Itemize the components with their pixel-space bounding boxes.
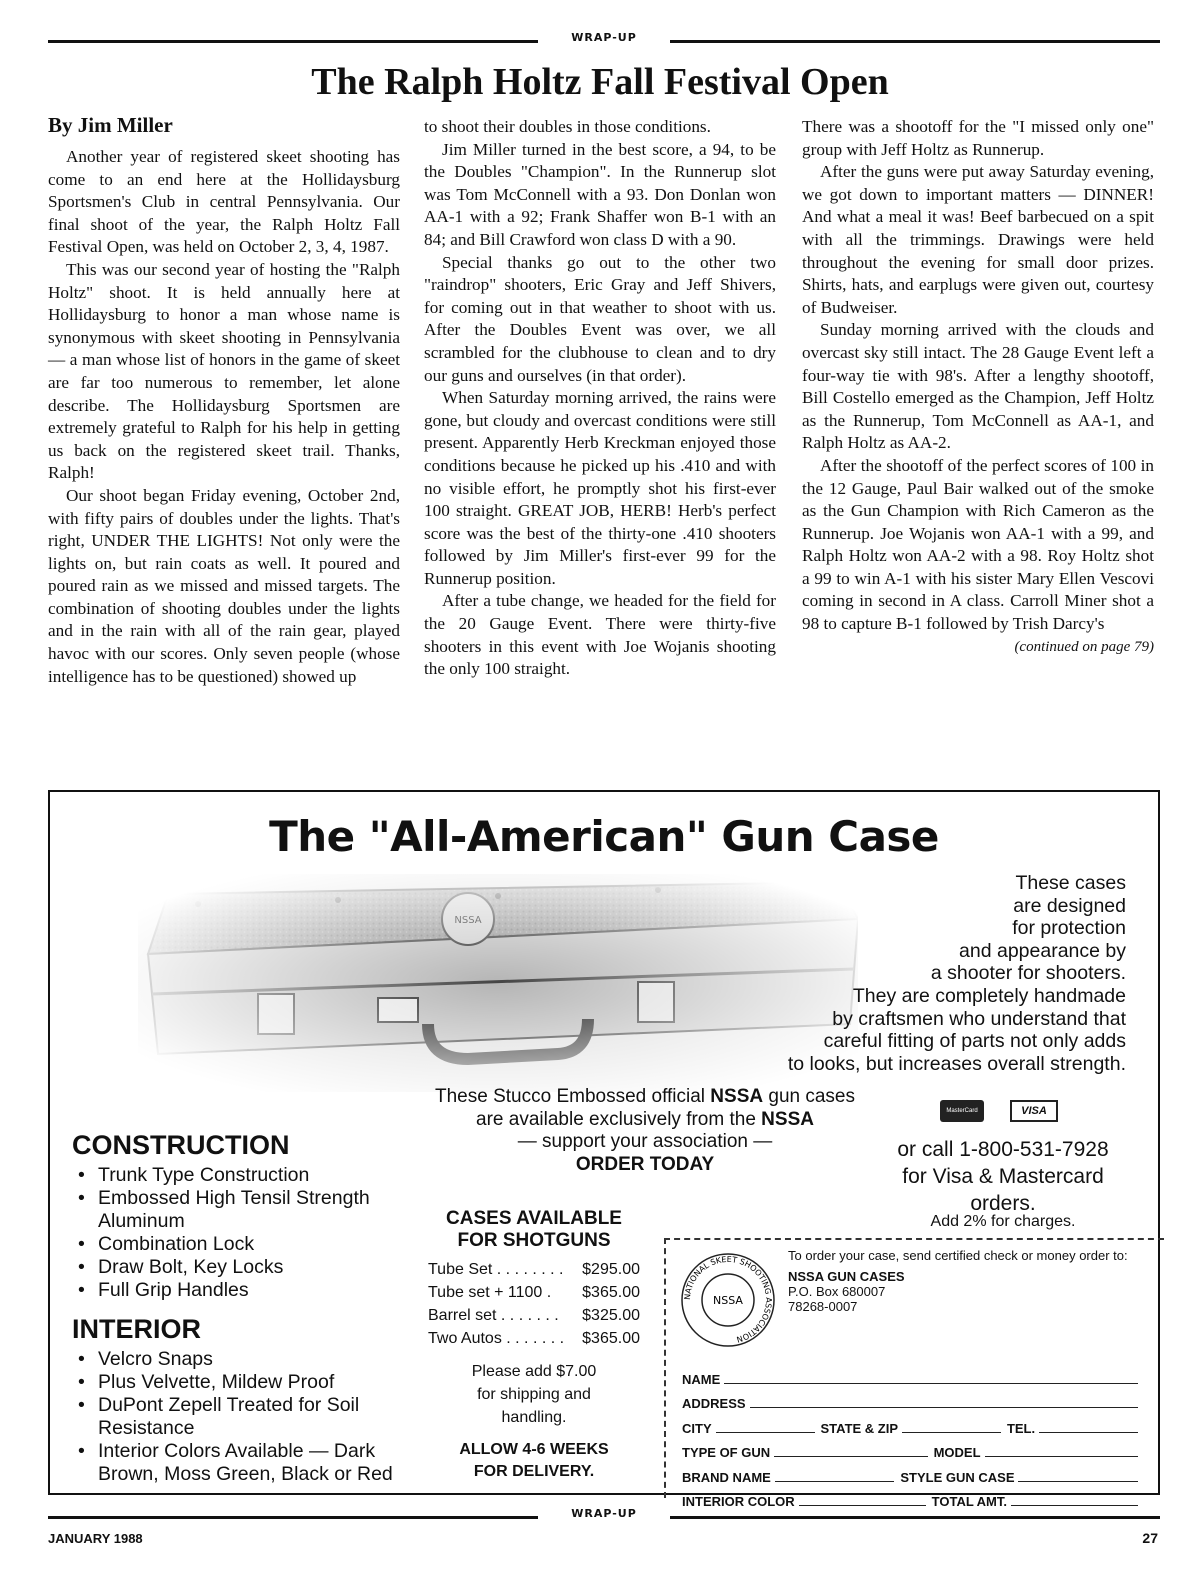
phone-order xyxy=(868,1136,1138,1217)
price-label: Tube Set . . . . . . . . xyxy=(428,1261,564,1278)
price-label: Barrel set . . . . . . . xyxy=(428,1307,559,1324)
order-form xyxy=(664,1238,1164,1509)
mastercard-icon: MasterCard xyxy=(940,1100,984,1122)
field-label: CITY xyxy=(682,1420,712,1436)
rule-line-left xyxy=(48,1516,538,1519)
paragraph: This was our second year of hosting the "Ralph Holtz" shoot. It is held annually here at Hollidaysburg to honor a man whose name is synonymous with skeet shooting in Pennsylvania — a man whose list of honors in the game of skeet are far too numerous to remember, let alone describe. The Hollidaysburg Sportsmen are extremely grateful to Ralph for his help in getting us back on the registered skeet trail. Thanks, Ralph! xyxy=(48,259,400,483)
ad-desc-line: These cases xyxy=(1015,872,1126,894)
header-rule xyxy=(48,31,1160,48)
paragraph: Special thanks go out to the other two "raindrop" shooters, Eric Gray and Jeff Shivers, for coming out in that weather to shoot with us. After the Doubles Event was over, we all scrambled for the clubhouse to clean and to dry our guns and ourselves (in that order). xyxy=(424,252,776,385)
field-label: INTERIOR COLOR xyxy=(682,1494,795,1509)
seal-center-text: NSSA xyxy=(713,1294,743,1307)
state-zip-field[interactable] xyxy=(902,1432,1001,1433)
feature-item: • DuPont Zepell Treated for Soil Resistance xyxy=(72,1394,412,1440)
allow-line: FOR DELIVERY. xyxy=(473,1463,595,1480)
price-label: Tube set + 1100 . xyxy=(428,1284,552,1301)
allow-line: ALLOW 4-6 WEEKS xyxy=(459,1441,609,1458)
price-label: Two Autos . . . . . . . xyxy=(428,1330,565,1347)
paragraph: to shoot their doubles in those conditions. xyxy=(424,117,711,136)
charges-note: Add 2% for charges. xyxy=(930,1213,1076,1230)
paragraph: There was a shootoff for the "I missed only one" group with Jeff Holtz as Runnerup. xyxy=(802,117,1154,159)
feature-item: • Velcro Snaps xyxy=(72,1348,412,1371)
paragraph: When Saturday morning arrived, the rains were gone, but cloudy and overcast conditions were still present. Apparently Herb Kreckman enjoyed those conditions because he picked up his .410 and with no visible effort, he promptly shot his first-ever 100 straight. GREAT JOB, HERB! Herb's perfect score was the best of the thirty-one .410 shooters followed by Jim Miller's first-ever 99 for the Runnerup position. xyxy=(424,388,776,588)
ad-desc-line: by craftsmen who understand that xyxy=(832,1007,1126,1030)
center-text: gun cases xyxy=(768,1086,855,1107)
phone-line: for Visa & Mastercard xyxy=(902,1165,1104,1188)
price-value: $365.00 xyxy=(582,1330,640,1347)
field-label: BRAND NAME xyxy=(682,1469,771,1485)
price-list xyxy=(428,1208,640,1483)
phone-line: orders. xyxy=(970,1192,1036,1215)
nssa-seal-icon xyxy=(680,1252,776,1348)
shipping-note xyxy=(428,1360,640,1429)
price-value: $325.00 xyxy=(582,1307,640,1324)
feature-item: • Draw Bolt, Key Locks xyxy=(72,1256,412,1279)
price-heading: CASES AVAILABLE xyxy=(446,1208,622,1229)
section-label: WRAP-UP xyxy=(571,31,637,44)
price-row xyxy=(428,1304,640,1327)
paragraph: Our shoot began Friday evening, October 2nd, with fifty pairs of doubles under the lights. That's right, UNDER THE LIGHTS! Not only were the lights on, but rain coats as well. It poured and poured rain as we missed and missed targets. The combination of shooting doubles under the lights and in the rain with all of the rain gear, played havoc with our scores. Only seven people (whose intelligence has to be questioned) showed up xyxy=(48,485,400,686)
form-row xyxy=(682,1485,1144,1510)
paragraph: Sunday morning arrived with the clouds and overcast sky still intact. The 28 Gauge Event left a four-way tie with 98's. After a lengthy shootoff, Bill Costello emerged as the Champion, Jeff Holtz as the Runnerup, Tom McConnell as AA-1, and Ralph Holtz as AA-2. xyxy=(802,320,1154,453)
interior-heading: INTERIOR xyxy=(72,1314,202,1344)
article-column-3 xyxy=(802,116,1154,658)
order-today: ORDER TODAY xyxy=(575,1153,715,1175)
page-number: 27 xyxy=(1142,1530,1158,1546)
phone-line: or call 1-800-531-7928 xyxy=(897,1138,1109,1161)
intro-text: To order your case, send certified check or money order to: xyxy=(788,1248,1128,1263)
price-heading: FOR SHOTGUNS xyxy=(457,1230,611,1251)
tel-field[interactable] xyxy=(1039,1432,1138,1433)
ad-desc-line: are designed xyxy=(1013,894,1126,917)
company-name: NSSA GUN CASES xyxy=(788,1269,905,1284)
ad-description xyxy=(746,872,1126,1075)
features-list xyxy=(72,1130,412,1486)
form-row xyxy=(682,1362,1144,1387)
feature-item: • Interior Colors Available — Dark Brown, Moss Green, Black or Red xyxy=(72,1440,412,1486)
po-box: P.O. Box 680007 xyxy=(788,1284,886,1299)
issue-date: JANUARY 1988 xyxy=(48,1531,143,1546)
address-field[interactable] xyxy=(750,1407,1138,1408)
price-value: $365.00 xyxy=(582,1284,640,1301)
feature-item: • Trunk Type Construction xyxy=(72,1164,412,1187)
rule-line-left xyxy=(48,40,538,43)
delivery-note xyxy=(428,1439,640,1483)
article-title: The Ralph Holtz Fall Festival Open xyxy=(311,61,889,103)
feature-item: • Plus Velvette, Mildew Proof xyxy=(72,1371,412,1394)
city-field[interactable] xyxy=(716,1432,815,1433)
center-text: are available exclusively from the xyxy=(476,1108,756,1130)
center-text: These Stucco Embossed official xyxy=(435,1086,706,1107)
footer-rule xyxy=(48,1507,1160,1524)
article-column-2 xyxy=(424,116,776,681)
brand-field[interactable] xyxy=(775,1481,895,1482)
ad-center-text xyxy=(410,1086,880,1176)
form-row xyxy=(682,1460,1144,1485)
field-label: MODEL xyxy=(933,1445,981,1460)
ad-desc-line: careful fitting of parts not only adds xyxy=(823,1030,1126,1053)
ad-desc-line: a shooter for shooters. xyxy=(930,962,1126,985)
note-line: for shipping and xyxy=(477,1386,591,1403)
field-label: STATE & ZIP xyxy=(820,1420,899,1436)
form-fields xyxy=(682,1362,1144,1509)
zip-code: 78268-0007 xyxy=(788,1299,858,1314)
paragraph: After a tube change, we headed for the field for the 20 Gauge Event. There were thirty-five shooters in this event with Joe Wojanis shooting the only 100 straight. xyxy=(424,591,776,679)
name-field[interactable] xyxy=(724,1383,1138,1384)
paragraph: After the shootoff of the perfect scores of 100 in the 12 Gauge, Paul Bair walked out of the smoke as the Gun Champion with Rich Cameron as the Runnerup. Joe Wojanis won AA-1 with a 99, and Ralph Holtz won AA-2 with a 98. Roy Holtz shot a 99 to win A-1 with his sister Mary Ellen Vescovi coming in second in A class. Carroll Miner shot a 98 to capture B-1 followed by Trish Darcy's xyxy=(802,455,1154,634)
ad-title: The "All-American" Gun Case xyxy=(269,812,939,861)
field-label: TYPE OF GUN xyxy=(682,1445,771,1460)
field-label: NAME xyxy=(682,1371,721,1387)
field-label: STYLE GUN CASE xyxy=(900,1469,1015,1485)
byline: By Jim Miller xyxy=(48,113,173,137)
form-row xyxy=(682,1436,1144,1461)
visa-icon: VISA xyxy=(1010,1100,1058,1122)
model-field[interactable] xyxy=(985,1456,1138,1457)
rule-line-right xyxy=(670,40,1160,43)
field-label: TEL. xyxy=(1006,1420,1036,1436)
continued-note: (continued on page 79) xyxy=(1014,638,1154,655)
field-label: TOTAL AMT. xyxy=(931,1494,1008,1509)
price-row xyxy=(428,1281,640,1304)
price-row xyxy=(428,1258,640,1281)
construction-heading: CONSTRUCTION xyxy=(72,1130,290,1160)
feature-item: • Combination Lock xyxy=(72,1233,412,1256)
gun-case-advertisement xyxy=(48,790,1160,1509)
feature-item: • Full Grip Handles xyxy=(72,1279,412,1302)
note-line: handling. xyxy=(501,1409,567,1426)
note-line: Please add $7.00 xyxy=(471,1363,597,1380)
gun-type-field[interactable] xyxy=(774,1456,927,1457)
ad-desc-line: for protection xyxy=(1012,917,1126,940)
price-value: $295.00 xyxy=(582,1261,640,1278)
ad-desc-line: and appearance by xyxy=(959,939,1126,962)
nssa-bold: NSSA xyxy=(761,1108,814,1130)
paragraph: Jim Miller turned in the best score, a 94, to be the Doubles "Champion". In the Runnerup slot was Tom McConnell with a 93. Don Donlan won AA-1 with a 92; Frank Shaffer won B-1 with an 84; and Bill Crawford won class D with a 90. xyxy=(424,139,776,249)
nssa-bold: NSSA xyxy=(710,1086,764,1107)
field-label: ADDRESS xyxy=(682,1396,746,1411)
interior-color-field[interactable] xyxy=(799,1505,926,1506)
price-row xyxy=(428,1327,640,1350)
section-label: WRAP-UP xyxy=(571,1507,637,1520)
form-intro xyxy=(788,1248,1128,1314)
support-line: — support your association — xyxy=(517,1131,773,1153)
paragraph: Another year of registered skeet shooting has come to an end here at the Hollidaysburg Sportsmen's Club in central Pennsylvania. Our final shoot of the year, the Ralph Holtz Fall Festival Open, was held on October 2, 3, 4, 1987. xyxy=(48,147,400,257)
form-row xyxy=(682,1411,1144,1436)
style-field[interactable] xyxy=(1018,1481,1138,1482)
ad-desc-line: to looks, but increases overall strength. xyxy=(787,1052,1126,1075)
seal-ring-text: NATIONAL SKEET SHOOTING ASSOCIATION xyxy=(682,1254,774,1344)
feature-item: • Embossed High Tensil Strength Aluminum xyxy=(72,1187,412,1233)
ad-desc-line: They are completely handmade xyxy=(852,984,1126,1007)
total-field[interactable] xyxy=(1011,1505,1138,1506)
article-column-1 xyxy=(48,146,400,688)
rule-line-right xyxy=(670,1516,1160,1519)
paragraph: After the guns were put away Saturday evening, we got down to important matters — DINNER! And what a meal it was! Beef barbecued on a spit with all the trimmings. Drawings were held throughout the evening for small door prizes. Shirts, hats, and earplugs were given out, courtesy of Budweiser. xyxy=(802,162,1154,317)
form-row xyxy=(682,1387,1144,1412)
